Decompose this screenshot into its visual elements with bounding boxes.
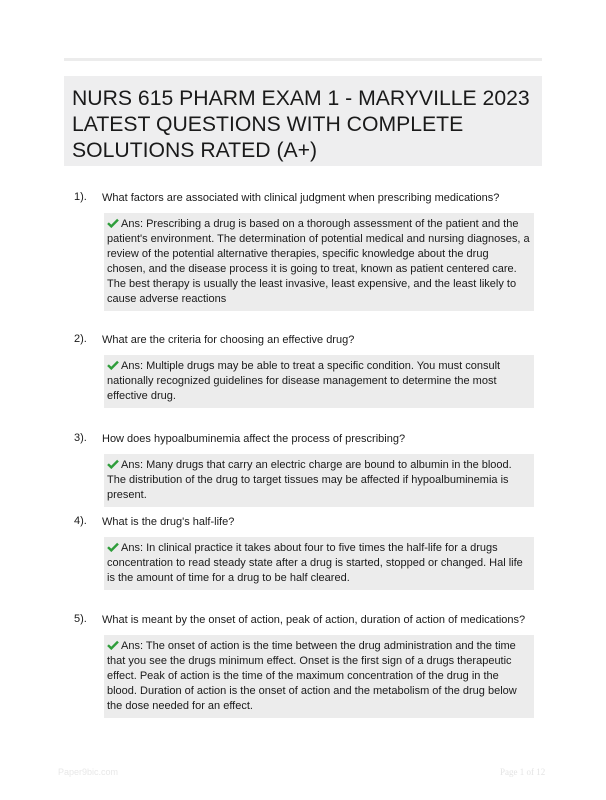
answer-box [104, 355, 534, 408]
answer-box [104, 213, 534, 311]
watermark-text: Paper9bic.com [58, 767, 119, 777]
question-text: How does hypoalbuminemia affect the process of prescribing? [102, 433, 406, 445]
checkmark-icon [107, 459, 119, 469]
answer-text: Ans: Prescribing a drug is based on a thorough assessment of the patient and the patient's environment. The determination of potential medical and nursing diagnoses, a review of the potential alternative therapies, specific knowledge about the drug chosen, and the disease process it is going to treat, known as patient centered care. The best therapy is usually the least invasive, least expensive, and the least likely to cause adverse reactions [107, 218, 530, 305]
checkmark-icon [107, 640, 119, 650]
question-text: What factors are associated with clinical judgment when prescribing medications? [102, 192, 500, 204]
answer-text: Ans: In clinical practice it takes about four to five times the half-life for a drugs concentration to read steady state after a drug is started, stopped or changed. Hal life is the amount of time for a drug to be half cleared. [107, 542, 523, 584]
question-text: What is the drug's half-life? [102, 516, 235, 528]
answer-box [104, 635, 534, 718]
page-number: Page 1 of 12 [500, 767, 546, 777]
answer-box [104, 454, 534, 507]
answer-text: Ans: Multiple drugs may be able to treat a specific condition. You must consult nationally recognized guidelines for disease management to determine the most effective drug. [107, 360, 501, 402]
checkmark-icon [107, 218, 119, 228]
question-number: 1). [74, 191, 87, 203]
question-number: 2). [74, 333, 87, 345]
checkmark-icon [107, 360, 119, 370]
question-number: 3). [74, 432, 87, 444]
document-title: NURS 615 PHARM EXAM 1 - MARYVILLE 2023 LATEST QUESTIONS WITH COMPLETE SOLUTIONS RATED (A+) [72, 87, 530, 162]
answer-box [104, 537, 534, 590]
question-text: What is meant by the onset of action, peak of action, duration of action of medications? [102, 614, 526, 626]
checkmark-icon [107, 542, 119, 552]
question-number: 5). [74, 613, 87, 625]
answer-text: Ans: Many drugs that carry an electric charge are bound to albumin in the blood. The distribution of the drug to target tissues may be affected if hypoalbuminemia is present. [107, 459, 512, 501]
answer-text: Ans: The onset of action is the time between the drug administration and the time that you see the drugs minimum effect. Onset is the first sign of a drugs therapeutic effect. Peak of action is the time of the maximum concentration of the drug in the blood. Duration of action is the onset of action and the metabolism of the drug below the dose needed for an effect. [107, 640, 517, 712]
question-number: 4). [74, 515, 87, 527]
question-text: What are the criteria for choosing an effective drug? [102, 334, 355, 346]
title-box [64, 76, 542, 166]
top-divider [64, 58, 542, 61]
